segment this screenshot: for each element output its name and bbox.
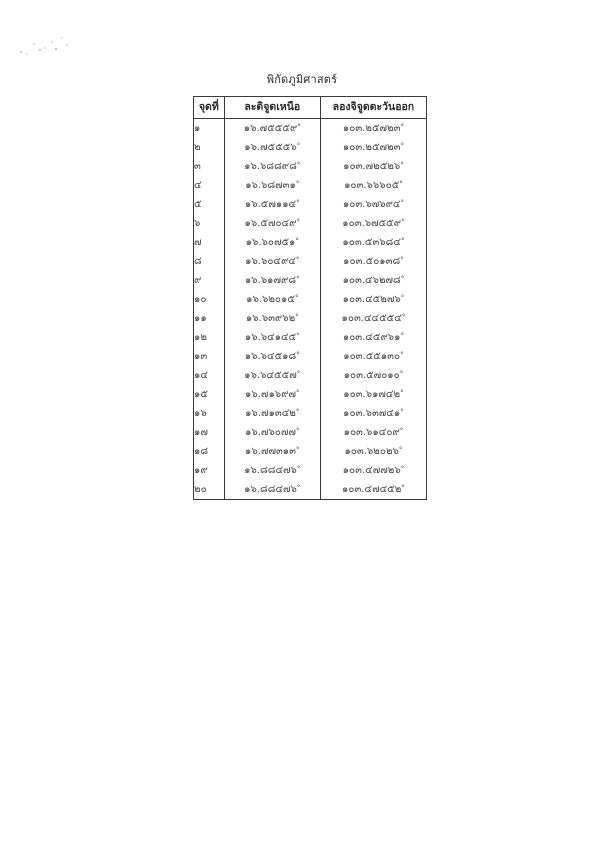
cell-longitude [320, 347, 426, 366]
latitude-value: ๑๖.๘๘๔๗๖ [244, 465, 297, 476]
degree-symbol: ° [296, 199, 300, 207]
cell-longitude [320, 328, 426, 347]
latitude-value: ๑๖.๖๔๑๔๕ [244, 332, 297, 343]
cell-point: ๔ [194, 176, 225, 195]
longitude-value: ๑๐๓.๒๕๗๒๓ [342, 123, 401, 134]
cell-latitude [224, 157, 320, 176]
cell-longitude [320, 233, 426, 252]
degree-symbol: ° [399, 180, 403, 188]
table-row [194, 290, 427, 309]
cell-point: ๑๓ [194, 347, 225, 366]
latitude-value: ๑๖.๗๕๕๕๖ [244, 142, 297, 153]
table-row [194, 480, 427, 500]
cell-point: ๑๖ [194, 404, 225, 423]
cell-latitude [224, 480, 320, 500]
cell-longitude [320, 442, 426, 461]
longitude-value: ๑๐๓.๕๐๑๓๘ [343, 256, 401, 267]
longitude-value: ๑๐๓.๔๔๕๕๔ [341, 313, 402, 324]
cell-latitude [224, 328, 320, 347]
cell-latitude [224, 271, 320, 290]
cell-point: ๙ [194, 271, 225, 290]
degree-symbol: ° [400, 332, 404, 340]
cell-latitude [224, 347, 320, 366]
degree-symbol: ° [400, 389, 404, 397]
cell-longitude [320, 290, 426, 309]
cell-point: ๑๙ [194, 461, 225, 480]
table-row [194, 461, 427, 480]
table-row [194, 309, 427, 328]
coordinates-table [193, 96, 427, 500]
longitude-value: ๑๐๓.๗๒๕๒๖ [343, 161, 401, 172]
table-row [194, 328, 427, 347]
table-row [194, 271, 427, 290]
degree-symbol: ° [295, 389, 300, 397]
latitude-value: ๑๖.๗๕๕๕๙ [243, 123, 298, 134]
latitude-value: ๑๖.๖๔๕๑๘ [244, 351, 297, 362]
table-row [194, 385, 427, 404]
latitude-value: ๑๖.๖๘๘๙๘ [244, 161, 297, 172]
cell-longitude [320, 119, 426, 139]
cell-latitude [224, 461, 320, 480]
cell-point: ๕ [194, 195, 225, 214]
table-row [194, 157, 427, 176]
longitude-value: ๑๐๓.๔๖๒๗๘ [342, 275, 401, 286]
cell-point: ๑๘ [194, 442, 225, 461]
latitude-value: ๑๖.๕๗๐๔๙ [244, 218, 297, 229]
degree-symbol: ° [295, 313, 299, 321]
table-row [194, 252, 427, 271]
degree-symbol: ° [296, 275, 300, 283]
cell-latitude [224, 176, 320, 195]
degree-symbol: ° [400, 161, 404, 169]
table-row [194, 423, 427, 442]
longitude-value: ๑๐๓.๖๑๔๐๙ [343, 427, 400, 438]
longitude-value: ๑๐๓.๒๕๗๒๓ [342, 142, 401, 153]
cell-latitude [224, 119, 320, 139]
cell-longitude [320, 366, 426, 385]
cell-point: ๑๐ [194, 290, 225, 309]
cell-point: ๖ [194, 214, 225, 233]
degree-symbol: ° [296, 218, 300, 226]
cell-latitude [224, 138, 320, 157]
cell-latitude [224, 442, 320, 461]
degree-symbol: ° [400, 351, 404, 359]
cell-latitude [224, 309, 320, 328]
table-row [194, 138, 427, 157]
cell-longitude [320, 404, 426, 423]
longitude-value: ๑๐๓.๕๓๖๘๔ [342, 237, 401, 248]
longitude-value: ๑๐๓.๖๓๗๔๑ [343, 408, 401, 419]
table-row [194, 176, 427, 195]
degree-symbol: ° [295, 256, 300, 264]
latitude-value: ๑๖.๕๗๑๑๔ [244, 199, 297, 210]
latitude-value: ๑๖.๖๑๗๙๘ [244, 275, 297, 286]
degree-symbol: ° [296, 332, 300, 340]
cell-point: ๑ [194, 119, 225, 139]
degree-symbol: ° [399, 427, 404, 435]
cell-point: ๗ [194, 233, 225, 252]
cell-point: ๒๐ [194, 480, 225, 500]
header-point: จุดที่ [194, 97, 225, 119]
table-row [194, 214, 427, 233]
cell-longitude [320, 385, 426, 404]
degree-symbol: ° [296, 161, 301, 169]
degree-symbol: ° [401, 218, 405, 226]
latitude-value: ๑๖.๗๗๓๑๓ [245, 446, 296, 457]
header-latitude: ละติจูดเหนือ [224, 97, 320, 119]
degree-symbol: ° [296, 351, 300, 359]
degree-symbol: ° [400, 199, 404, 207]
longitude-value: ๑๐๓.๖๑๗๔๒ [343, 389, 401, 400]
degree-symbol: ° [296, 465, 301, 473]
latitude-value: ๑๖.๖๓๙๖๒ [245, 313, 296, 324]
table-row [194, 195, 427, 214]
table-row [194, 233, 427, 252]
degree-symbol: ° [401, 313, 406, 321]
cell-latitude [224, 385, 320, 404]
cell-longitude [320, 480, 426, 500]
degree-symbol: ° [294, 294, 299, 302]
degree-symbol: ° [296, 142, 301, 150]
cell-longitude [320, 214, 426, 233]
degree-symbol: ° [296, 484, 301, 492]
degree-symbol: ° [400, 465, 405, 473]
degree-symbol: ° [400, 256, 404, 264]
cell-latitude [224, 423, 320, 442]
cell-latitude [224, 290, 320, 309]
longitude-value: ๑๐๓.๔๕๒๗๖ [342, 294, 401, 305]
table-header-row [194, 97, 427, 119]
cell-latitude [224, 366, 320, 385]
cell-longitude [320, 461, 426, 480]
degree-symbol: ° [400, 275, 405, 283]
header-longitude: ลองจิจูดตะวันออก [320, 97, 426, 119]
cell-point: ๘ [194, 252, 225, 271]
degree-symbol: ° [297, 123, 301, 131]
longitude-value: ๑๐๓.๖๗๖๙๔ [342, 199, 401, 210]
cell-longitude [320, 423, 426, 442]
table-row [194, 366, 427, 385]
degree-symbol: ° [400, 237, 405, 245]
latitude-value: ๑๖.๖๘๗๓๑ [245, 180, 296, 191]
degree-symbol: ° [295, 237, 299, 245]
latitude-value: ๑๖.๗๑๖๙๗ [245, 389, 296, 400]
longitude-value: ๑๐๓.๔๗๔๕๒ [342, 484, 402, 495]
cell-longitude [320, 309, 426, 328]
degree-symbol: ° [400, 294, 405, 302]
cell-latitude [224, 233, 320, 252]
table-row [194, 347, 427, 366]
cell-latitude [224, 404, 320, 423]
table-row [194, 404, 427, 423]
cell-longitude [320, 252, 426, 271]
longitude-value: ๑๐๓.๕๗๐๑๐ [343, 370, 400, 381]
cell-longitude [320, 195, 426, 214]
latitude-value: ๑๖.๘๘๔๗๖ [244, 484, 297, 495]
latitude-value: ๑๖.๗๖๐๗๗ [245, 427, 296, 438]
cell-point: ๑๔ [194, 366, 225, 385]
cell-point: ๑๑ [194, 309, 225, 328]
cell-longitude [320, 138, 426, 157]
latitude-value: ๑๖.๖๔๕๕๗ [244, 370, 297, 381]
scan-speckles [18, 36, 78, 58]
longitude-value: ๑๐๓.๕๕๑๓๐ [343, 351, 401, 362]
cell-point: ๒ [194, 138, 225, 157]
degree-symbol: ° [295, 408, 300, 416]
degree-symbol: ° [296, 370, 301, 378]
cell-latitude [224, 252, 320, 271]
degree-symbol: ° [295, 427, 300, 435]
cell-longitude [320, 176, 426, 195]
longitude-value: ๑๐๓.๖๗๕๕๙ [342, 218, 402, 229]
degree-symbol: ° [399, 370, 404, 378]
table-row [194, 119, 427, 139]
cell-latitude [224, 195, 320, 214]
longitude-value: ๑๐๓.๔๗๗๒๖ [342, 465, 401, 476]
table-row [194, 442, 427, 461]
table-body [194, 119, 427, 500]
cell-point: ๓ [194, 157, 225, 176]
cell-point: ๑๕ [194, 385, 225, 404]
degree-symbol: ° [295, 446, 300, 454]
document-title: พิกัดภูมิศาสตร์ [266, 73, 338, 86]
degree-symbol: ° [400, 142, 404, 150]
cell-latitude [224, 214, 320, 233]
longitude-value: ๑๐๓.๖๒๐๒๖ [344, 446, 399, 457]
latitude-value: ๑๖.๖๐๗๕๑ [245, 237, 296, 248]
cell-longitude [320, 271, 426, 290]
cell-longitude [320, 157, 426, 176]
degree-symbol: ° [400, 408, 404, 416]
degree-symbol: ° [400, 123, 404, 131]
latitude-value: ๑๖.๖๒๐๑๕ [246, 294, 295, 305]
longitude-value: ๑๐๓.๖๖๖๐๕ [344, 180, 400, 191]
degree-symbol: ° [295, 180, 300, 188]
cell-point: ๑๗ [194, 423, 225, 442]
degree-symbol: ° [398, 446, 403, 454]
cell-point: ๑๒ [194, 328, 225, 347]
latitude-value: ๑๖.๖๐๔๙๔ [245, 256, 296, 267]
latitude-value: ๑๖.๗๑๓๔๒ [245, 408, 296, 419]
degree-symbol: ° [401, 484, 405, 492]
longitude-value: ๑๐๓.๔๕๙๖๑ [342, 332, 401, 343]
